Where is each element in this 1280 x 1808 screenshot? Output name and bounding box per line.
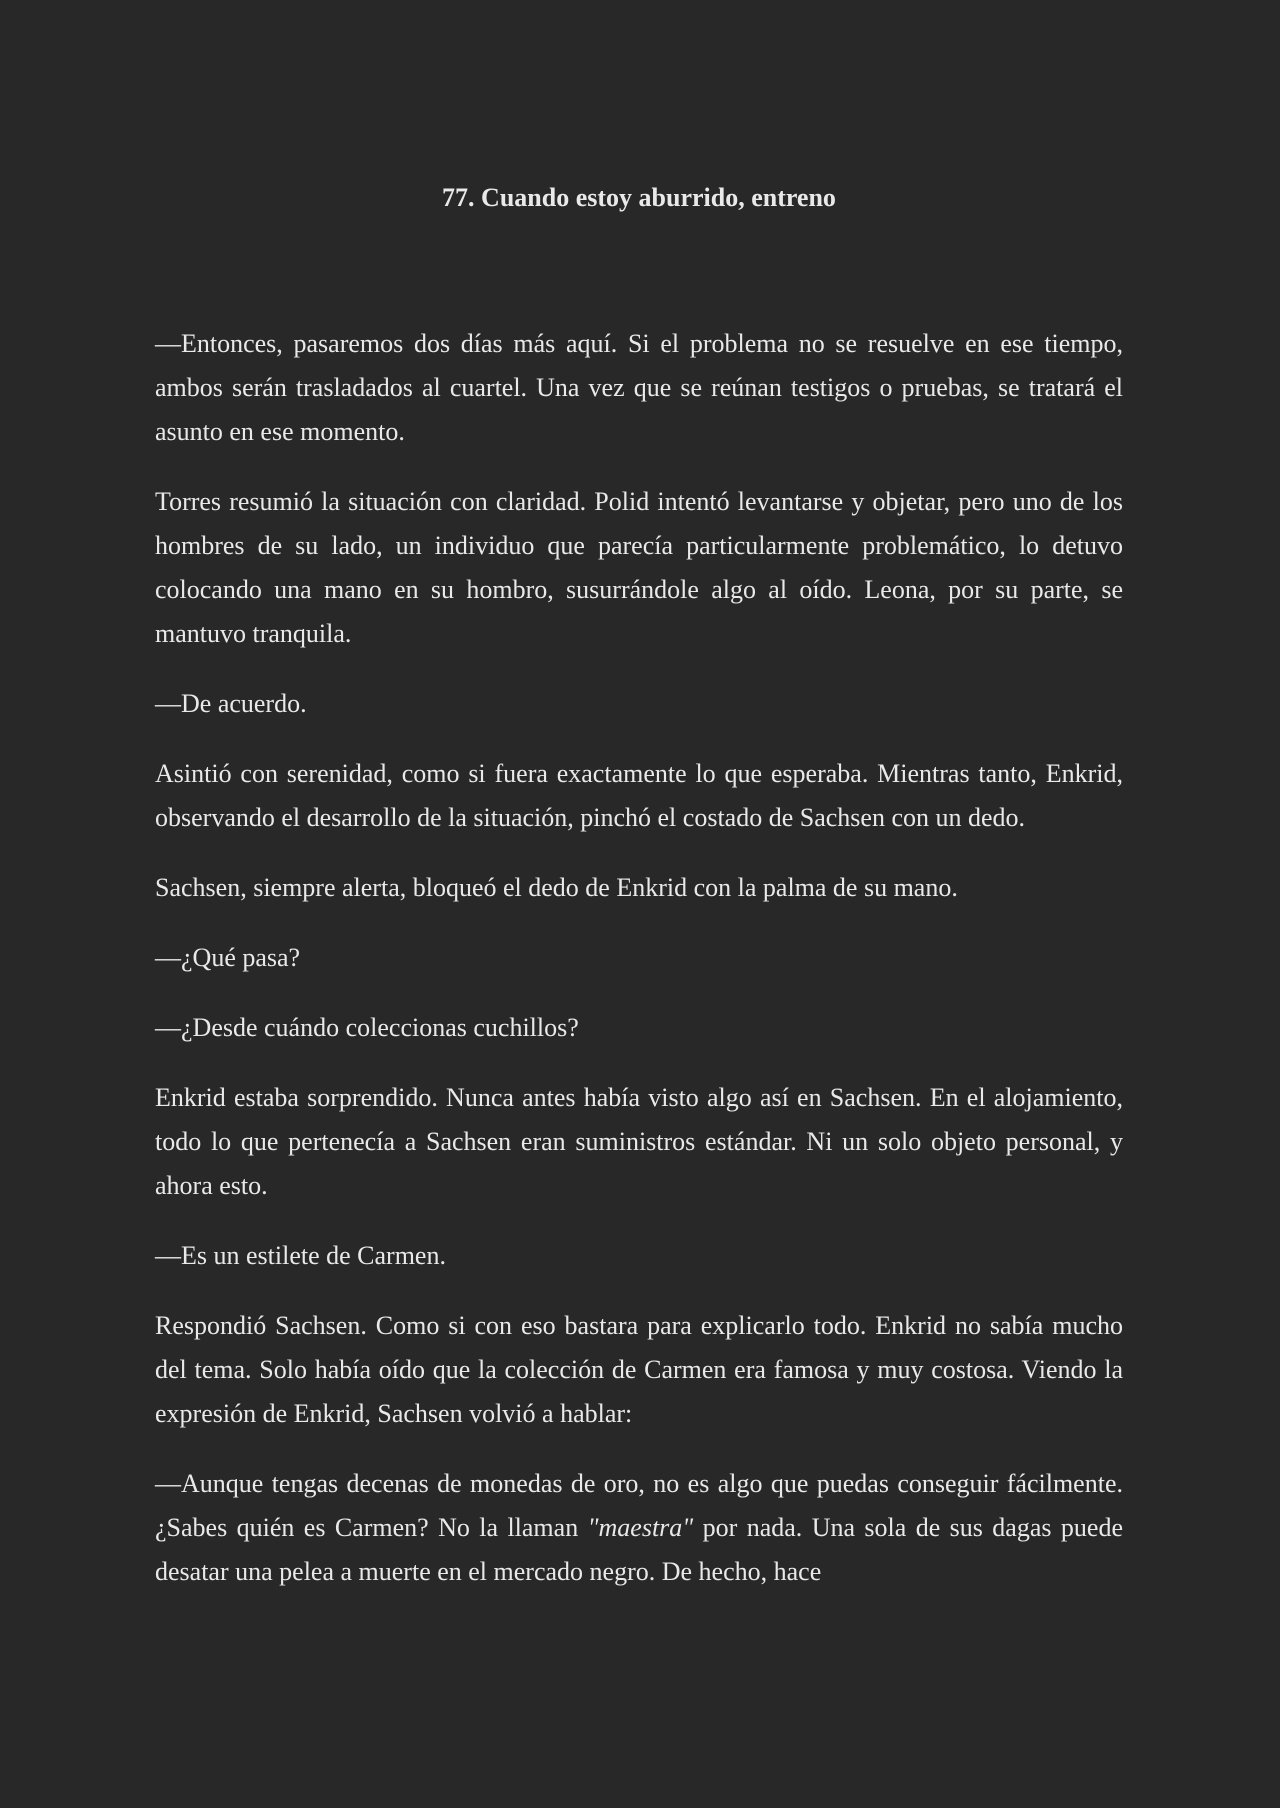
- paragraph: —¿Qué pasa?: [155, 943, 301, 972]
- chapter-body: [155, 322, 1123, 1620]
- paragraph: —¿Desde cuándo coleccionas cuchillos?: [155, 1013, 579, 1042]
- paragraph-text: por nada. Una sola de sus dagas puede desatar una pelea a muerte en el mercado negro. De hecho, hace: [155, 1513, 1123, 1586]
- chapter-title: 77. Cuando estoy aburrido, entreno: [442, 183, 836, 212]
- paragraph-text: —Aunque tengas decenas de monedas de oro, no es algo que puedas conseguir fácilmente. ¿Sabes quién es Carmen? No la llaman: [155, 1469, 1123, 1542]
- paragraph: Respondió Sachsen. Como si con eso bastara para explicarlo todo. Enkrid no sabía mucho del tema. Solo había oído que la colección de Carmen era famosa y muy costosa. Viendo la expresión de Enkrid, Sachsen volvió a hablar:: [155, 1311, 1123, 1428]
- paragraph: Enkrid estaba sorprendido. Nunca antes había visto algo así en Sachsen. En el alojamiento, todo lo que pertenecía a Sachsen eran suministros estándar. Ni un solo objeto personal, y ahora esto.: [155, 1083, 1123, 1200]
- paragraph: —Es un estilete de Carmen.: [155, 1241, 446, 1270]
- paragraph: —Entonces, pasaremos dos días más aquí. Si el problema no se resuelve en ese tiempo, ambos serán trasladados al cuartel. Una vez que se reúnan testigos o pruebas, se tratará el asunto en ese momento.: [155, 329, 1123, 446]
- paragraph: Torres resumió la situación con claridad. Polid intentó levantarse y objetar, pero uno de los hombres de su lado, un individuo que parecía particularmente problemático, lo detuvo colocando una mano en su hombro, susurrándole algo al oído. Leona, por su parte, se mantuvo tranquila.: [155, 487, 1123, 648]
- paragraph: Sachsen, siempre alerta, bloqueó el dedo de Enkrid con la palma de su mano.: [155, 873, 958, 902]
- paragraph-last: [155, 1462, 1123, 1594]
- emphasis-text: "maestra": [587, 1513, 694, 1542]
- paragraph: Asintió con serenidad, como si fuera exactamente lo que esperaba. Mientras tanto, Enkrid, observando el desarrollo de la situación, pinchó el costado de Sachsen con un dedo.: [155, 759, 1123, 832]
- paragraph: —De acuerdo.: [155, 689, 307, 718]
